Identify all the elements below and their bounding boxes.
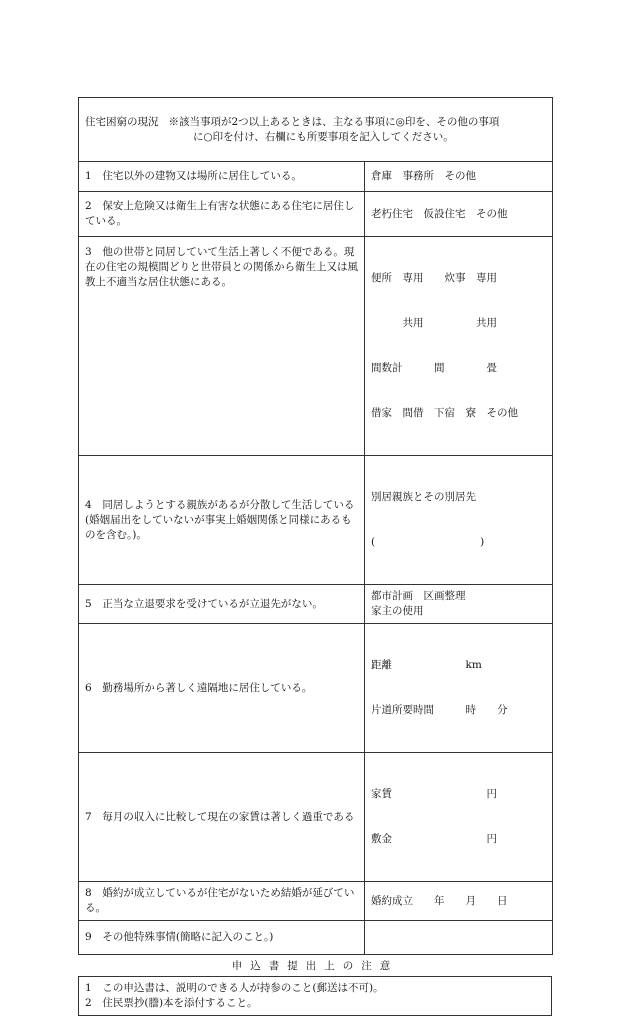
table-row (79, 456, 553, 585)
detail-cell[interactable]: 家賃 円 敷金 円 (365, 753, 553, 882)
instruction-line1: ※該当事項が2つ以上あるときは、主なる事項に◎印を、その他の事項 (168, 115, 500, 128)
list-item: 2 住民票抄(謄)本を添付すること。 (85, 997, 258, 1009)
detail-cell[interactable]: 別居親族とその別居先 ( ) (365, 456, 553, 585)
condition-cell[interactable]: 5 正当な立退要求を受けているが立退先がない。 (79, 585, 365, 624)
header-cell (79, 98, 553, 162)
notes-title: 申込書提出上の注意 (231, 960, 399, 972)
condition-cell[interactable]: 7 毎月の収入に比較して現在の家賃は著しく過重である (79, 753, 365, 882)
detail-cell[interactable]: 婚約成立 年 月 日 (365, 882, 553, 921)
condition-cell[interactable]: 2 保安上危険又は衛生上有害な状態にある住宅に居住している。 (79, 192, 365, 237)
instruction-line2: に○印を付け、右欄にも所要事項を記入してください。 (193, 130, 454, 143)
housing-situation-table (78, 97, 553, 955)
detail-cell[interactable]: 距離 km 片道所要時間 時 分 (365, 624, 553, 753)
condition-cell[interactable]: 9 その他特殊事情(簡略に記入のこと。) (79, 921, 365, 955)
condition-cell[interactable]: 6 勤務場所から著しく遠隔地に居住している。 (79, 624, 365, 753)
detail-cell[interactable]: 都市計画 区画整理 家主の使用 (365, 585, 553, 624)
detail-cell[interactable] (365, 921, 553, 955)
condition-cell[interactable]: 4 同居しようとする親族があるが分散して生活している(婚姻届出をしていないが事実上婚姻関係と同様にあるものを含む。)。 (79, 456, 365, 585)
table-row (79, 921, 553, 955)
condition-cell[interactable]: 3 他の世帯と同居していて生活上著しく不便である。現在の住宅の規模間どりと世帯員との関係から衛生上又は風教上不適当な居住状態にある。 (79, 237, 365, 456)
table-row (79, 882, 553, 921)
detail-cell[interactable]: 便所 専用 炊事 専用 共用 共用 間数計 間 畳 借家 間借 下宿 寮 その他 (365, 237, 553, 456)
detail-cell[interactable]: 倉庫 事務所 その他 (365, 162, 553, 192)
condition-cell[interactable]: 8 婚約が成立しているが住宅がないため結婚が延びている。 (79, 882, 365, 921)
table-row (79, 624, 553, 753)
header-row (79, 98, 553, 162)
table-row (79, 192, 553, 237)
section-title: 住宅困窮の現況 (85, 115, 159, 128)
notes-box (78, 976, 552, 1016)
detail-cell[interactable]: 老朽住宅 仮設住宅 その他 (365, 192, 553, 237)
list-item: 1 この申込書は、説明のできる人が持参のこと(郵送は不可)。 (85, 982, 384, 994)
table-row (79, 585, 553, 624)
housing-form (78, 97, 552, 1016)
table-row (79, 753, 553, 882)
condition-cell[interactable]: 1 住宅以外の建物又は場所に居住している。 (79, 162, 365, 192)
table-row (79, 237, 553, 456)
table-row (79, 162, 553, 192)
